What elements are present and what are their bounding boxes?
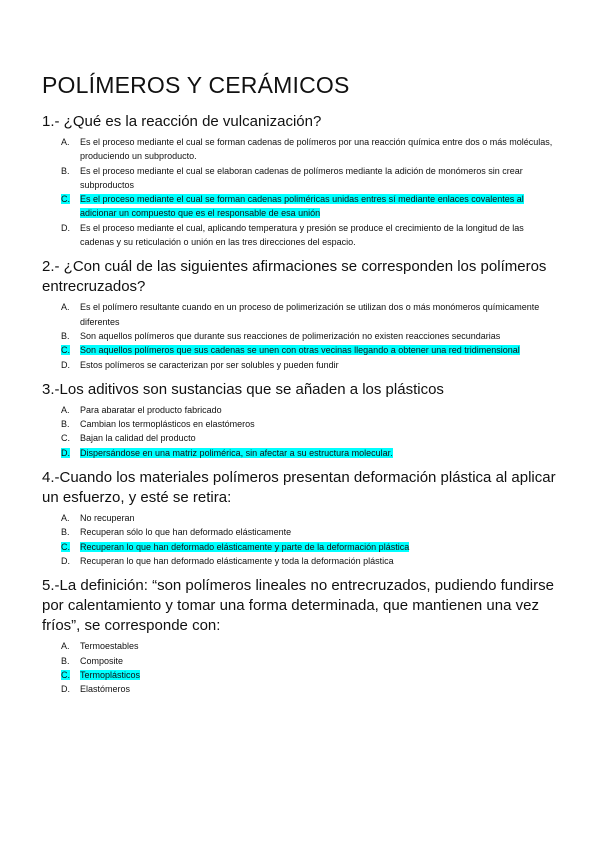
- answer-option-highlighted: [61, 343, 560, 357]
- answer-letter: D.: [61, 222, 70, 233]
- answer-option: [61, 639, 560, 653]
- answer-text: Son aquellos polímeros que durante sus reacciones de polimerización no existen reacciones secundarias: [80, 330, 501, 341]
- answer-text: Recuperan sólo lo que han deformado elásticamente: [80, 527, 292, 538]
- answer-text: Elastómeros: [80, 684, 131, 695]
- question-5: [42, 576, 560, 696]
- answer-letter: C.: [61, 194, 70, 205]
- answer-letter: C.: [61, 669, 70, 680]
- answer-text: Termoestables: [80, 641, 139, 652]
- answer-option: [61, 135, 560, 164]
- answer-text: Cambian los termoplásticos en elastómeros: [80, 419, 255, 430]
- answer-text: Termoplásticos: [80, 669, 141, 680]
- answer-text: Es el proceso mediante el cual se elaboran cadenas de polímeros mediante la adición de monómeros sin crear subproductos: [80, 165, 523, 190]
- answer-text: Estos polímeros se caracterizan por ser solubles y pueden fundir: [80, 359, 339, 370]
- answer-list: [42, 300, 560, 371]
- answer-option: [61, 431, 560, 445]
- answer-letter: B.: [61, 165, 70, 176]
- answer-letter: C.: [61, 541, 70, 552]
- question-4: [42, 468, 560, 568]
- answer-letter: B.: [61, 330, 70, 341]
- answer-text: Recuperan lo que han deformado elásticamente y parte de la deformación plástica: [80, 541, 410, 552]
- answer-list: [42, 511, 560, 568]
- answer-text: Para abaratar el producto fabricado: [80, 404, 222, 415]
- answer-option: [61, 682, 560, 696]
- answer-letter: D.: [61, 555, 70, 566]
- question-text: 5.-La definición: “son polímeros lineales no entrecruzados, pudiendo fundirse por calentamiento y tomar una forma determinada, que mantienen una vez fríos”, se corresponde con:: [42, 577, 554, 635]
- answer-letter: B.: [61, 655, 70, 666]
- answer-option: [61, 554, 560, 568]
- answer-letter: C.: [61, 345, 70, 356]
- question-text: 2.- ¿Con cuál de las siguientes afirmaciones se corresponden los polímeros entrecruzados?: [42, 258, 547, 296]
- answer-text: No recuperan: [80, 513, 135, 524]
- answer-letter: A.: [61, 302, 70, 313]
- answer-option: [61, 164, 560, 193]
- answer-list: [42, 135, 560, 249]
- answer-text: Es el polímero resultante cuando en un proceso de polimerización se utilizan dos o más monómeros químicamente diferentes: [80, 302, 540, 327]
- answer-letter: D.: [61, 447, 70, 458]
- answer-option: [61, 417, 560, 431]
- question-1: [42, 112, 560, 249]
- answer-list: [42, 639, 560, 696]
- question-list: [42, 112, 560, 696]
- answer-option: [61, 221, 560, 250]
- answer-text: Es el proceso mediante el cual se forman cadenas poliméricas unidas entres sí mediante enlaces covalentes al adicionar un compuesto que es el responsable de esa unión: [80, 194, 524, 219]
- answer-letter: A.: [61, 404, 70, 415]
- answer-letter: D.: [61, 359, 70, 370]
- answer-list: [42, 403, 560, 460]
- answer-text: Recuperan lo que han deformado elásticamente y toda la deformación plástica: [80, 555, 394, 566]
- answer-option: [61, 300, 560, 329]
- answer-letter: C.: [61, 433, 70, 444]
- answer-option-highlighted: [61, 540, 560, 554]
- answer-text: Es el proceso mediante el cual, aplicando temperatura y presión se produce el crecimiento de la longitud de las cadenas y su reticulación o unión en las tres direcciones del espacio.: [80, 222, 524, 248]
- answer-text: Es el proceso mediante el cual se forman cadenas de polímeros por una reacción química entre dos o más moléculas, produciendo un subproducto.: [80, 137, 553, 162]
- answer-option: [61, 525, 560, 539]
- answer-option: [61, 654, 560, 668]
- answer-option: [61, 358, 560, 372]
- answer-option-highlighted: [61, 446, 560, 460]
- question-2: [42, 257, 560, 371]
- answer-option: [61, 403, 560, 417]
- question-3: [42, 380, 560, 460]
- answer-option: [61, 511, 560, 525]
- answer-text: Composite: [80, 655, 124, 666]
- answer-text: Son aquellos polímeros que sus cadenas se unen con otras vecinas llegando a obtener una red tridimensional: [80, 345, 520, 356]
- answer-letter: B.: [61, 419, 70, 430]
- answer-letter: A.: [61, 641, 70, 652]
- answer-option-highlighted: [61, 668, 560, 682]
- answer-letter: B.: [61, 527, 70, 538]
- answer-letter: A.: [61, 513, 70, 524]
- answer-text: Bajan la calidad del producto: [80, 433, 196, 444]
- question-text: 1.- ¿Qué es la reacción de vulcanización?: [42, 113, 322, 130]
- document-title: POLÍMEROS Y CERÁMICOS: [42, 72, 350, 98]
- question-text: 4.-Cuando los materiales polímeros presentan deformación plástica al aplicar un esfuerzo, y esté se retira:: [42, 469, 556, 507]
- answer-letter: D.: [61, 684, 70, 695]
- question-text: 3.-Los aditivos son sustancias que se añaden a los plásticos: [42, 380, 444, 398]
- answer-option-highlighted: [61, 192, 560, 221]
- answer-text: Dispersándose en una matriz polimérica, sin afectar a su estructura molecular.: [80, 447, 393, 458]
- answer-option: [61, 329, 560, 343]
- answer-letter: A.: [61, 137, 70, 147]
